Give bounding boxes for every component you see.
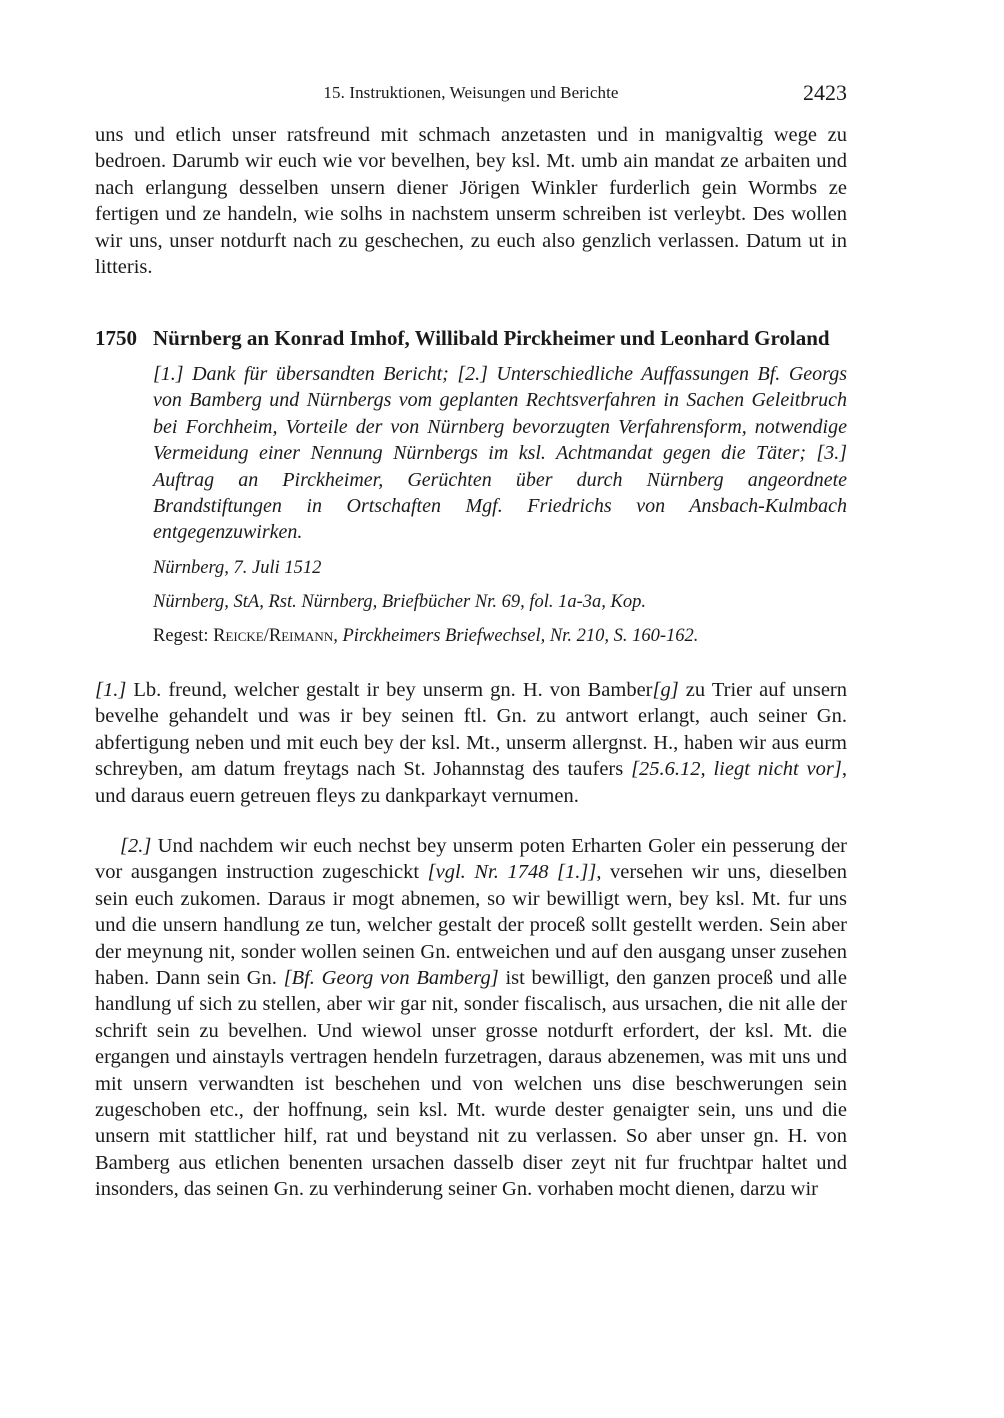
paragraph-text: zu Trier auf unsern bevelhe gehandelt und was ir bey seinen ftl. Gn. zu antwort erlangt, auch seiner Gn. abfertigung neben und mit euch bey der ksl. Mt., unserm allergnst. H., haben wir aus eurm schreyben, am datum freytags nach St. Johannstag des taufers <box>95 679 848 781</box>
running-head <box>95 80 847 108</box>
paragraph-2 <box>95 833 847 1203</box>
document-heading <box>95 325 847 648</box>
print-ref: , Pirckheimers Briefwechsel, Nr. 210, S. 160-162. <box>333 625 699 646</box>
editorial-insert: [vgl. Nr. 1748 [1.]] <box>427 861 597 884</box>
section-marker: [2.] <box>120 835 152 857</box>
running-title: 15. Instruktionen, Weisungen und Berichte <box>323 83 619 102</box>
document-number: 1750 <box>95 326 137 350</box>
paragraph-text: , und daraus euern getreuen fleys zu dankparkayt vernumen. <box>95 758 847 807</box>
paragraph-1 <box>95 677 847 809</box>
editorial-insert: [25.6.12, liegt nicht vor] <box>631 758 842 781</box>
print-reference <box>153 624 847 648</box>
print-authors: Reicke/Reimann <box>213 625 334 646</box>
date-place: Nürnberg, 7. Juli 1512 <box>153 557 322 578</box>
paragraph-text: Lb. freund, welcher gestalt ir bey unserm gn. H. von Bamber <box>126 679 653 701</box>
paragraph-text: ist bewilligt, den ganzen proceß und alle handlung uf sich zu stellen, aber wir gar nit, sonder fiscalisch, aus ursachen, die nit alle der schrift sein zu bevelhen. Und wiewol unser grosse notdurft erfordert, der ksl. Mt. die ergangen und ainstayls vertragen hendeln furzetragen, daraus abzenemen, was mit uns und mit unsern verwandten ist beschehen und von welchen uns dise beschwerungen sein zugeschoben etc., der hoffnung, sein ksl. Mt. wurde dester genaigter sein, uns und die unsern mit stattlicher hilf, rat und beystand nit zu verlassen. So aber unser gn. H. von Bamberg aus etlichen benenten ursachen dasselb diser zeyt nit fur fruchtpar haltet und insonders, das seinen Gn. zu verhinderung seiner Gn. vorhaben mocht dienen, darzu wir <box>95 967 847 1201</box>
editorial-insert: [Bf. Georg von Bamberg] <box>283 967 499 990</box>
regest-summary: [1.] Dank für übersandten Bericht; [2.] Unterschiedliche Auffassungen Bf. Georgs von Bamberg und Nürnbergs vom geplanten Rechtsverfahren in Sachen Geleitbruch bei Forchheim, Vorteile der von Nürnberg bevorzugten Verfahrensform, notwendige Vermeidung einer Nennung Nürnbergs im ksl. Achtmandat gegen die Täter; [3.] Auftrag an Pirckheimer, Gerüchten über durch Nürnberg angeordnete Brandstiftungen in Ortschaften Mgf. Friedrichs von Ansbach-Kulmbach entgegenzuwirken. <box>153 363 847 544</box>
section-marker: [1.] <box>95 679 127 701</box>
regest-block <box>153 361 847 648</box>
paragraph-text: , versehen wir uns, dieselben sein euch zukomen. Daraus ir mogt abnemen, so wir bewilligt wern, bey ksl. Mt. fur uns und die unsern handlung ze tun, welcher gestalt der proceß sollt gestellt werden. Sein aber der meynung nit, sonder wollen seinen Gn. entweichen und auf den ausgang unser zusehen haben. Dann sein Gn. <box>95 861 847 990</box>
source-reference: Nürnberg, StA, Rst. Nürnberg, Briefbücher Nr. 69, fol. 1a-3a, Kop. <box>153 591 646 612</box>
paragraph-text: Und nachdem wir euch nechst bey unserm poten Erharten Goler ein pesserung der vor ausgangen instruction zugeschickt <box>95 835 847 884</box>
print-label: Regest: <box>153 625 209 646</box>
continuation-paragraph: uns und etlich unser ratsfreund mit schmach anzetasten und in manigvaltig wege zu bedroen. Darumb wir euch wie vor bevelhen, bey ksl. Mt. umb ain mandat ze arbaiten und nach erlangung desselben unsern diener Jörigen Winkler furderlich gein Wormbs ze fertigen und ze handeln, wie solhs in nachstem unserm schreiben ist verleybt. Des wollen wir uns, unser notdurft nach zu geschechen, zu euch also genzlich verlassen. Datum ut in litteris. <box>95 124 847 279</box>
document-title: Nürnberg an Konrad Imhof, Willibald Pirckheimer und Leonhard Groland <box>153 326 830 350</box>
page-number: 2423 <box>803 80 847 105</box>
editorial-insert: [g] <box>652 679 679 701</box>
